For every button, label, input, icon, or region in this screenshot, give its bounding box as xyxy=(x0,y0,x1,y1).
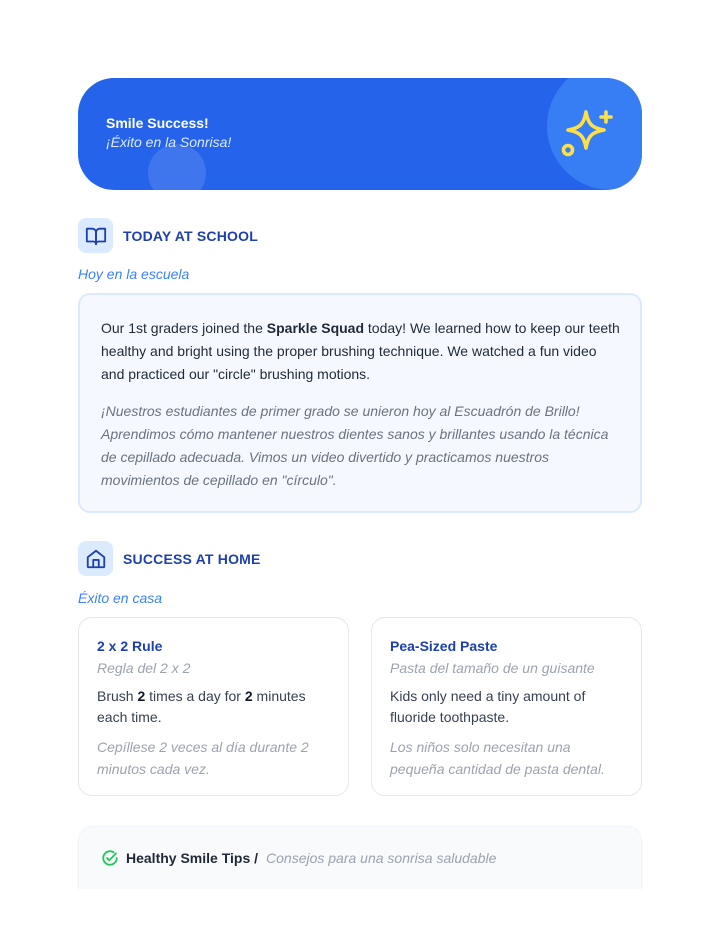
card-text-es: Cepíllese 2 veces al día durante 2 minutos cada vez. xyxy=(97,739,309,777)
hero-subtitle: ¡Éxito en la Sonrisa! xyxy=(106,134,232,150)
check-circle-icon xyxy=(101,849,119,867)
section-title: TODAY AT SCHOOL xyxy=(123,227,258,244)
tips-header xyxy=(101,849,496,867)
school-summary-card xyxy=(78,293,642,513)
school-text-en: Our 1st graders joined the Sparkle Squad today! We learned how to keep our teeth healthy and bright using the proper brushing technique. We watched a fun video and practiced our "circle" brushing motions. xyxy=(101,320,620,382)
book-icon xyxy=(78,218,113,253)
card-title: 2 x 2 Rule xyxy=(97,638,163,654)
hero-title: Smile Success! xyxy=(106,115,209,131)
section-header-school xyxy=(78,218,258,253)
home-icon xyxy=(78,541,113,576)
section-header-home xyxy=(78,541,261,576)
section-subtitle: Hoy en la escuela xyxy=(78,266,190,282)
card-text-es: Los niños solo necesitan una pequeña cantidad de pasta dental. xyxy=(390,739,605,777)
section-subtitle: Éxito en casa xyxy=(78,590,163,606)
card-text-en: Kids only need a tiny amount of fluoride toothpaste. xyxy=(390,688,586,725)
decorative-circle xyxy=(148,144,206,190)
section-title: SUCCESS AT HOME xyxy=(123,550,261,567)
healthy-smile-tips xyxy=(78,826,642,889)
tip-card-2x2-rule xyxy=(78,617,349,796)
card-subtitle: Pasta del tamaño de un guisante xyxy=(390,660,595,676)
school-text-es: ¡Nuestros estudiantes de primer grado se unieron hoy al Escuadrón de Brillo! Aprendimos cómo mantener nuestros dientes sanos y brillantes usando la técnica de cepillado adecuada. Vimos un video divertido y practicamos nuestros movimientos de cepillado en "círculo". xyxy=(101,403,609,488)
hero-banner xyxy=(78,78,642,190)
sparkles-icon xyxy=(556,104,616,164)
tips-subtitle: Consejos para una sonrisa saludable xyxy=(266,850,497,866)
tips-title: Healthy Smile Tips / xyxy=(126,850,259,866)
tip-card-pea-sized xyxy=(371,617,642,796)
card-text-en: Brush 2 times a day for 2 minutes each time. xyxy=(97,688,306,725)
card-title: Pea-Sized Paste xyxy=(390,638,498,654)
card-subtitle: Regla del 2 x 2 xyxy=(97,660,191,676)
